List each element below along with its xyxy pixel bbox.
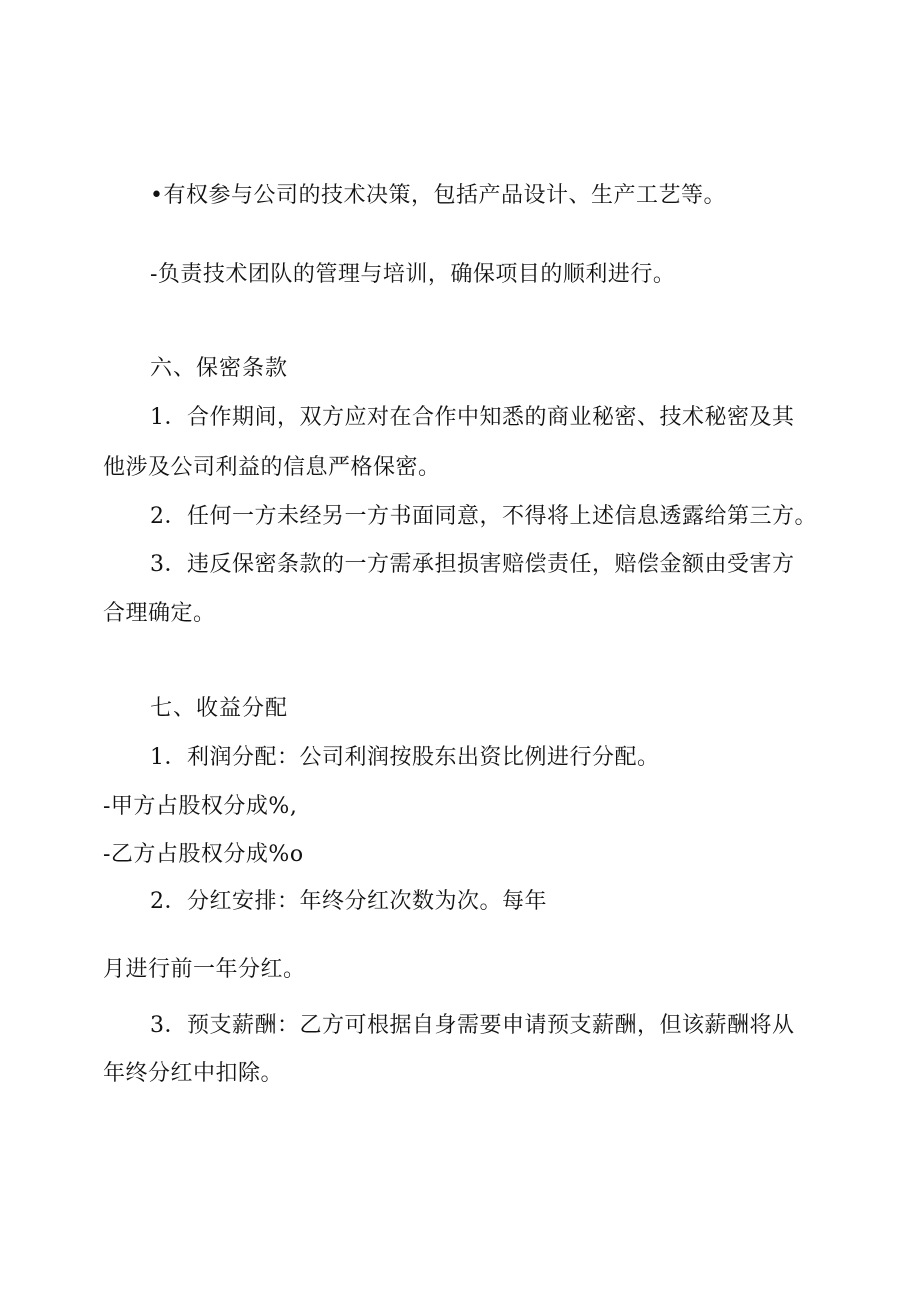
confidentiality-item-3-continued: 合理确定。 — [103, 601, 216, 626]
confidentiality-item-2: 2．任何一方未经另一方书面同意，不得将上述信息透露给第三方。 — [150, 504, 817, 529]
confidentiality-item-3: 3．违反保密条款的一方需承担损害赔偿责任，赔偿金额由受害方 — [150, 552, 795, 577]
profit-item-2: 2．分红安排：年终分红次数为次。每年 — [150, 889, 547, 914]
bullet-technical-decision: •有权参与公司的技术决策，包括产品设计、生产工艺等。 — [150, 183, 726, 208]
party-a-share: -甲方占股权分成%, — [103, 794, 298, 819]
profit-item-1: 1．利润分配：公司利润按股东出资比例进行分配。 — [150, 745, 660, 770]
section-heading-confidentiality: 六、保密条款 — [150, 356, 289, 381]
bullet-team-management: -负责技术团队的管理与培训，确保项目的顺利进行。 — [150, 262, 676, 287]
profit-item-2-continued: 月进行前一年分红。 — [103, 957, 306, 982]
confidentiality-item-1: 1．合作期间，双方应对在合作中知悉的商业秘密、技术秘密及其 — [150, 405, 795, 430]
profit-item-3: 3．预支薪酬：乙方可根据自身需要申请预支薪酬，但该薪酬将从 — [150, 1013, 795, 1038]
party-b-share: -乙方占股权分成%o — [103, 842, 304, 867]
confidentiality-item-1-continued: 他涉及公司利益的信息严格保密。 — [103, 455, 441, 480]
profit-item-3-continued: 年终分红中扣除。 — [103, 1061, 284, 1086]
section-heading-profit-distribution: 七、收益分配 — [150, 696, 289, 721]
